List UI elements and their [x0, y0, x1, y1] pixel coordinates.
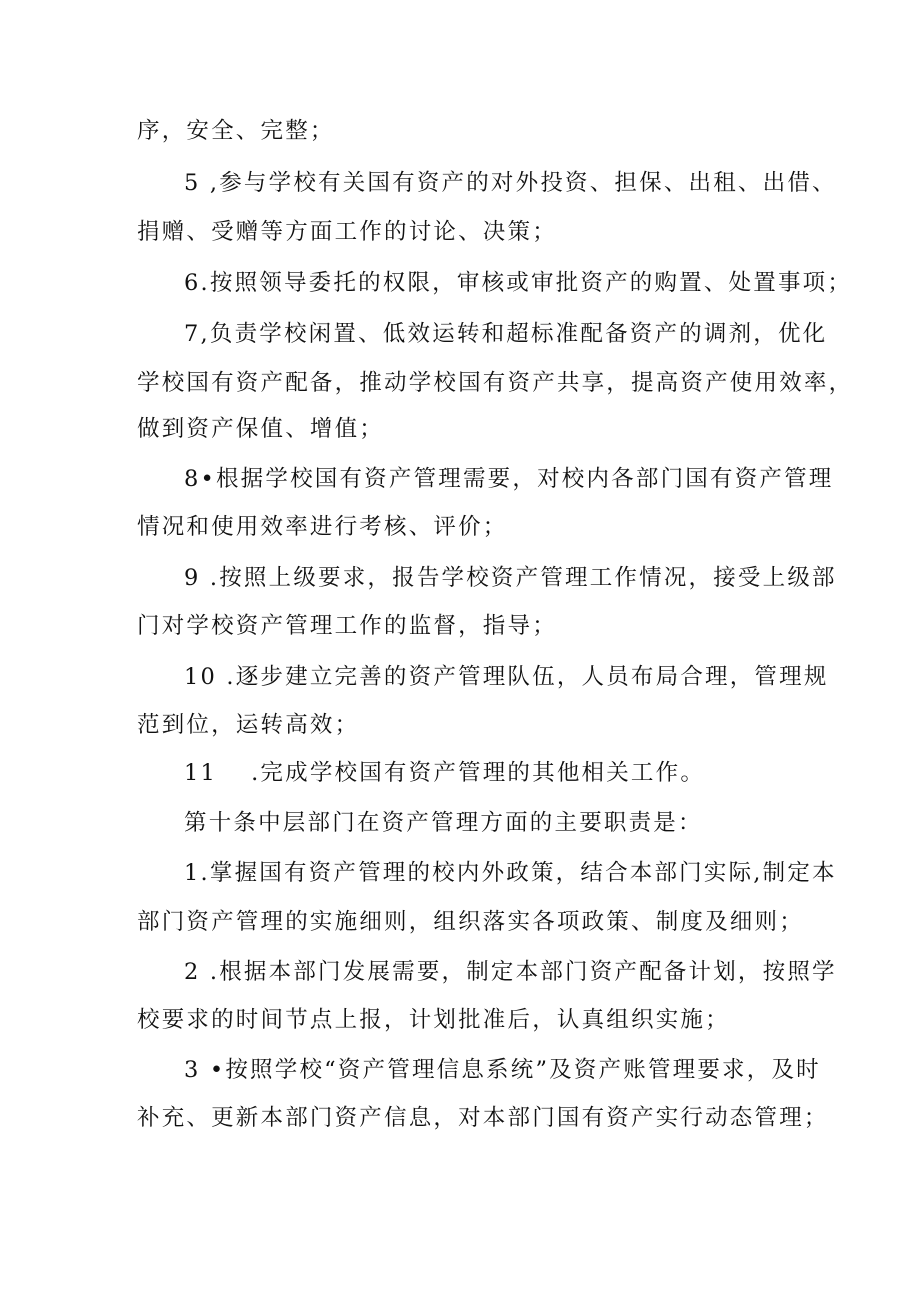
text-line-11: 门对学校资产管理工作的监督，指导；	[137, 613, 557, 639]
text-line-1: 序，安全、完整；	[137, 118, 335, 144]
text-line-9: 情况和使用效率进行考核、评价；	[137, 514, 508, 540]
text-line-8: 8•根据学校国有资产管理需要，对校内各部门国有资产管理	[184, 466, 834, 492]
text-line-5: 7,负责学校闲置、低效运转和超标准配备资产的调剂，优化	[184, 321, 828, 347]
text-line-2: 5 ,参与学校有关国有资产的对外投资、担保、出租、出借、	[184, 170, 837, 196]
text-line-18: 2 .根据本部门发展需要，制定本部门资产配备计划，按照学	[184, 959, 837, 985]
text-line-15: 第十条中层部门在资产管理方面的主要职责是：	[184, 810, 703, 836]
text-line-6: 学校国有资产配备，推动学校国有资产共享，提高资产使用效率，	[137, 370, 854, 396]
text-line-16: 1.掌握国有资产管理的校内外政策，结合本部门实际,制定本	[184, 860, 837, 886]
text-line-21: 补充、更新本部门资产信息，对本部门国有资产实行动态管理；	[137, 1105, 829, 1131]
text-line-3: 捐赠、受赠等方面工作的讨论、决策；	[137, 219, 557, 245]
text-line-4: 6.按照领导委托的权限，审核或审批资产的购置、处置事项；	[184, 270, 853, 296]
text-line-17: 部门资产管理的实施细则，组织落实各项政策、制度及细则；	[137, 909, 804, 935]
text-line-14: 11 .完成学校国有资产管理的其他相关工作。	[184, 760, 706, 786]
text-line-13: 范到位，运转高效；	[137, 712, 360, 738]
text-line-19: 校要求的时间节点上报，计划批准后，认真组织实施；	[137, 1007, 730, 1033]
text-line-20: 3 •按照学校“资产管理信息系统”及资产账管理要求，及时	[184, 1057, 821, 1083]
text-line-7: 做到资产保值、增值；	[137, 416, 385, 442]
text-line-10: 9 .按照上级要求，报告学校资产管理工作情况，接受上级部	[184, 565, 837, 591]
text-line-12: 10 .逐步建立完善的资产管理队伍，人员布局合理，管理规	[184, 664, 829, 690]
